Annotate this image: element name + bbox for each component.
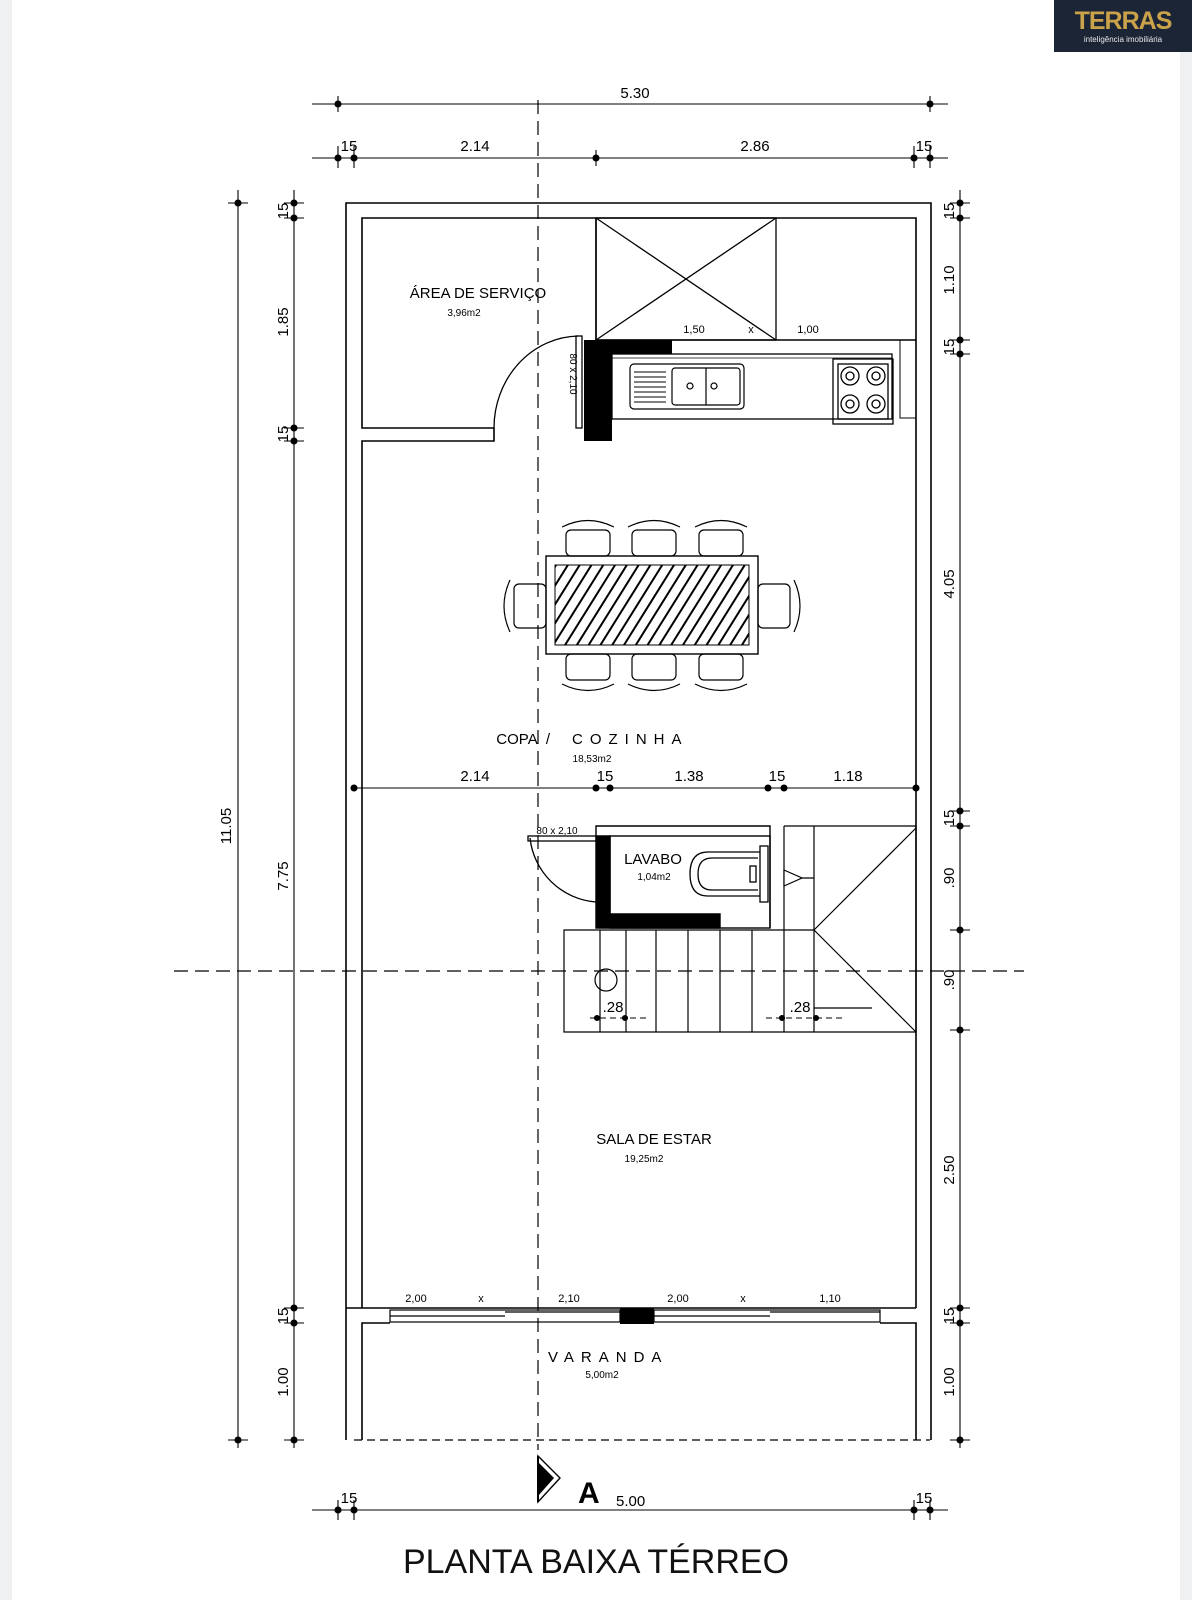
dim-left-wall-low: 15 bbox=[275, 1307, 292, 1325]
stair-step-left: .28 bbox=[602, 999, 624, 1016]
kitchen-window-height: 1,00 bbox=[797, 324, 819, 336]
room-cozinha-name: COZINHA bbox=[572, 731, 689, 748]
dim-right-varanda: 1.00 bbox=[941, 1367, 958, 1397]
dim-right-wall-2: 15 bbox=[941, 338, 958, 356]
dim-right-stair: .90 bbox=[941, 969, 958, 991]
dim-left-servico: 1.85 bbox=[275, 307, 292, 337]
dim-mid-wall2: 15 bbox=[768, 768, 786, 785]
dim-right-top: 1.10 bbox=[941, 265, 958, 295]
dim-mid-wall1: 15 bbox=[596, 768, 614, 785]
dim-mid-seg2: 1.38 bbox=[674, 768, 704, 785]
room-varanda-name: VARANDA bbox=[548, 1349, 669, 1366]
toilet bbox=[690, 846, 768, 902]
dim-bottom-left-wall: 15 bbox=[340, 1490, 358, 1507]
dim-top-right-wall: 15 bbox=[915, 138, 933, 155]
room-lavabo-name: LAVABO bbox=[624, 851, 682, 868]
stair-step-right: .28 bbox=[789, 999, 811, 1016]
dim-right-copa: 4.05 bbox=[941, 569, 958, 599]
dim-top-total: 5.30 bbox=[620, 85, 650, 102]
dim-mid-seg1: 2.14 bbox=[460, 768, 490, 785]
sala-window2-x: x bbox=[740, 1293, 746, 1305]
dim-right-lavabo: .90 bbox=[941, 867, 958, 889]
dining-table bbox=[546, 556, 758, 654]
dim-top-seg2: 2.86 bbox=[740, 138, 770, 155]
room-servico-area: 3,96m2 bbox=[447, 308, 481, 319]
brand-tagline: inteligência imobiliária bbox=[1083, 35, 1163, 44]
dim-top-left-wall: 15 bbox=[340, 138, 358, 155]
shaft bbox=[596, 218, 776, 340]
room-copa-slash: / bbox=[545, 731, 551, 748]
dim-left-main: 7.75 bbox=[275, 861, 292, 891]
walls bbox=[346, 203, 931, 1440]
kitchen-window-x: x bbox=[748, 324, 754, 336]
lavabo-door-size: 80 x 2,10 bbox=[536, 826, 578, 837]
dim-bottom-total: 5.00 bbox=[616, 1493, 646, 1510]
page-title: PLANTA BAIXA TÉRREO bbox=[402, 1543, 790, 1581]
dim-left-wall-mid: 15 bbox=[275, 425, 292, 443]
service-door-size: 80 x 2,10 bbox=[567, 353, 578, 395]
room-copa-name: COPA bbox=[496, 731, 538, 748]
dim-right-wall-top: 15 bbox=[941, 202, 958, 220]
dimension-lines bbox=[228, 96, 970, 1520]
section-marker-a bbox=[538, 1456, 560, 1502]
room-servico-name: ÁREA DE SERVIÇO bbox=[409, 285, 547, 302]
room-varanda-area: 5,00m2 bbox=[585, 1370, 619, 1381]
sala-window1-height: 2,10 bbox=[558, 1293, 580, 1305]
dim-right-sala: 2.50 bbox=[941, 1155, 958, 1185]
dim-bottom-right-wall: 15 bbox=[915, 1490, 933, 1507]
room-lavabo-area: 1,04m2 bbox=[637, 872, 671, 883]
sala-pillar bbox=[620, 1308, 654, 1324]
dim-mid-seg3: 1.18 bbox=[833, 768, 863, 785]
dim-left-varanda: 1.00 bbox=[275, 1367, 292, 1397]
section-letter: A bbox=[578, 1477, 600, 1510]
lavabo-walls bbox=[596, 826, 770, 928]
dim-left-wall-top: 15 bbox=[275, 202, 292, 220]
sala-window1-x: x bbox=[478, 1293, 484, 1305]
room-sala-area: 19,25m2 bbox=[624, 1154, 664, 1165]
kitchen-sink bbox=[630, 364, 744, 409]
sala-window2-width: 2,00 bbox=[667, 1293, 689, 1305]
dim-top-seg1: 2.14 bbox=[460, 138, 490, 155]
kitchen-window-width: 1,50 bbox=[683, 324, 705, 336]
dim-right-wall-4: 15 bbox=[941, 1307, 958, 1325]
kitchen-window-frame bbox=[900, 340, 916, 418]
brand-name: TERRAS bbox=[1074, 7, 1172, 35]
room-sala-name: SALA DE ESTAR bbox=[596, 1131, 712, 1148]
room-copa-area: 18,53m2 bbox=[572, 754, 612, 765]
dim-left-total: 11.05 bbox=[218, 807, 235, 845]
dim-right-wall-3: 15 bbox=[941, 809, 958, 827]
stove bbox=[833, 359, 893, 424]
sala-window2-height: 1,10 bbox=[819, 1293, 841, 1305]
sala-window1-width: 2,00 bbox=[405, 1293, 427, 1305]
